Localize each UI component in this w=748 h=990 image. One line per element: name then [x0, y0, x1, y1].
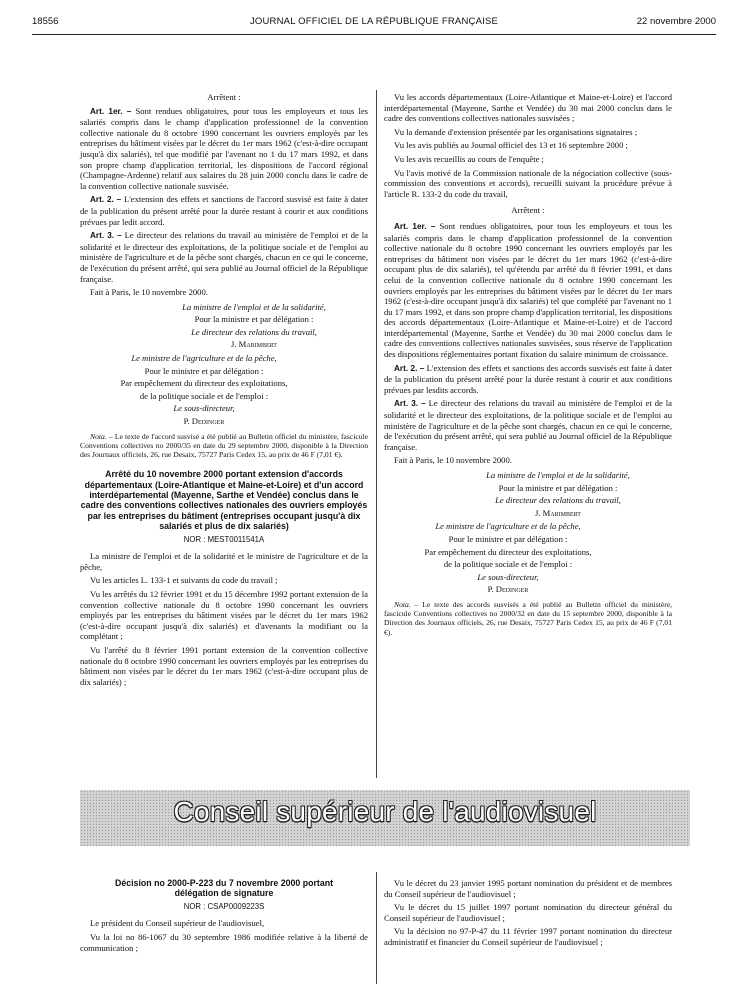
article-1 [80, 106, 368, 192]
fait-a-paris: Fait à Paris, le 10 novembre 2000. [90, 287, 208, 298]
sig-empechement-2: de la politique sociale et de l'emploi : [139, 390, 269, 401]
article-text: Le directeur des relations du travail au ministère de l'emploi et de la solidarité et le directeur des exploitations, de la politique sociale et de l'emploi au ministère de l'agriculture et de la pêche sont chargés, chacun en ce qui le concerne, de l'exécution du présent arrêté, qui sera publié au Journal officiel de la République française. [80, 230, 368, 284]
column-divider [376, 90, 377, 778]
sig-role: Le ministre de l'agriculture et de la pêche, [435, 521, 581, 532]
sig-delegation: Pour la ministre et par délégation : [498, 482, 618, 493]
sig-delegation: Pour le ministre et par délégation : [448, 533, 568, 544]
article-label: Art. 3. – [90, 231, 122, 241]
arretent-heading: Arrêtent : [511, 205, 545, 216]
decision-preamble-1: Le président du Conseil supérieur de l'audiovisuel, [90, 918, 265, 929]
article-3 [80, 230, 368, 284]
signature-block-1 [384, 470, 672, 518]
nota [80, 432, 368, 460]
issue-date: 22 novembre 2000 [636, 16, 716, 27]
sig-delegation: Pour le ministre et par délégation : [144, 365, 264, 376]
preamble-3: Vu les arrêtés du 12 février 1991 et du 15 décembre 1992 portant extension de la convention collective nationale du 8 octobre 1990 concernant les ouvriers employés par les entreprises du bâtiment visées par le décret du 1er mars 1962 (c'est-à-dire occupant jusqu'à dix salariés) et d'avenants la modifiant ou la complétant ; [80, 589, 368, 642]
left-column [80, 92, 368, 690]
article-text: L'extension des effets et sanctions de l'accord susvisé est faite à dater de la publication du présent arrêté pour la durée restant à courir et aux conditions prévues par ledit accord. [80, 194, 368, 227]
sig-empechement-2: de la politique sociale et de l'emploi : [443, 559, 573, 570]
nota-text: Le texte de l'accord susvisé a été publié au Bulletin officiel du ministère, fascicule Conventions collectives no 2000/35 en date du 29 septembre 2000, disponible à la Direction des Journaux officiels, 26, rue Desaix, 75727 Paris Cedex 15, au prix de 46 F (7,01 €). [80, 431, 368, 460]
article-text: Le directeur des relations du travail au ministère de l'emploi et de la solidarité et le directeur des exploitations, de la politique sociale et de l'emploi au ministère de l'agriculture et de la pêche sont chargés, chacun en ce qui le concerne, de l'exécution du présent arrêté, qui sera publié au Journal officiel de la République française. [384, 398, 672, 452]
decree-title: Arrêté du 10 novembre 2000 portant extension d'accords départementaux (Loire-Atlantique et Maine-et-Loire) et d'un accord interdépartemental (Mayenne, Sarthe et Vendée) conclus dans le cadre des conventions collectives nationales des ouvriers employés par les entreprises du bâtiment (entreprises occupant jusqu'à dix salariés et plus de dix salariés) [80, 469, 368, 532]
vu-2: Vu la demande d'extension présentée par les organisations signataires ; [394, 126, 638, 137]
signature-block-1 [80, 302, 368, 350]
sig-role: La ministre de l'emploi et de la solidarité, [182, 301, 326, 312]
arretent-heading: Arrêtent : [207, 92, 241, 102]
decision-vu-2: Vu le décret du 15 juillet 1997 portant nomination du directeur général du Conseil supérieur de l'audiovisuel ; [384, 902, 672, 923]
preamble-1: La ministre de l'emploi et de la solidarité et le ministre de l'agriculture et de la pêche, [80, 551, 368, 572]
article-2 [384, 363, 672, 396]
sig-title: Le directeur des relations du travail, [191, 326, 317, 337]
vu-3: Vu les avis publiés au Journal officiel des 13 et 16 septembre 2000 ; [394, 140, 628, 151]
article-label: Art. 2. – [90, 195, 122, 205]
page-number: 18556 [32, 16, 59, 27]
article-text: Sont rendues obligatoires, pour tous les employeurs et tous les salariés compris dans le champ d'application professionnel de la convention collective nationale du 8 octobre 1990 concernant les ouvriers employés par les entreprises du bâtiment non visées par le décret du 1er mars 1962 (c'est-à-dire occupant plus de dix salariés), tel qu'étendu par arrêté du 8 février 1991, et dans celui de la convention collective nationale du 8 octobre 1990 concernant les ouvriers employés par les entreprises du bâtiment visées par le décret du 1er mars 1962 (c'est-à-dire occupant jusqu'à dix salariés) tel que complété par l'avenant no 1 du 17 mars 1992, et dans son propre champ d'application territorial, les dispositions des accords départementaux (Loire-Atlantique et Maine-et-Loire) et de l'accord interdépartemental (Mayenne, Sarthe et Vendée) du 30 mai 2000 conclus dans le cadre des conventions collectives nationales susvisées, sous réserve de l'application des dispositions réglementaires portant fixation du salaire minimum de croissance. [384, 220, 672, 360]
preamble-2: Vu les articles L. 133-1 et suivants du code du travail ; [90, 575, 278, 586]
bottom-right-column [384, 878, 672, 951]
article-text: Sont rendues obligatoires, pour tous les employeurs et tous les salariés compris dans le champ d'application professionnel de la convention collective nationale du 8 octobre 1990 concernant les ouvriers employés par les entreprises du bâtiment visées par le décret du 1er mars 1962 (c'est-à-dire occupant jusqu'à dix salariés), tel que modifié par l'avenant no 1 du 17 mars 1992, et dans son propre champ d'application territorial, les dispositions de l'accord régional (Champagne-Ardenne) relatif aux salaires du 28 juin 2000 conclu dans le cadre de la convention collective nationale susvisée. [80, 105, 368, 191]
sig-title: Le sous-directeur, [173, 403, 235, 414]
header-rule [32, 34, 716, 35]
bottom-left-column [80, 878, 368, 956]
right-column [384, 92, 672, 640]
nota-text: Le texte des accords susvisés a été publié au Bulletin officiel du ministère, fascicule Conventions collectives no 2000/32 en date du 15 septembre 2000, disponible à la Direction des Journaux officiels, 26, rue Desaix, 75727 Paris Cedex 15, au prix de 46 F (7,01 €). [384, 599, 672, 637]
sig-name: P. Dedinger [183, 416, 225, 427]
nota-label: Nota. – [90, 431, 113, 441]
sig-role: La ministre de l'emploi et de la solidarité, [486, 470, 630, 480]
sig-empechement: Par empêchement du directeur des exploitations, [424, 546, 592, 557]
sig-title: Le directeur des relations du travail, [495, 495, 621, 506]
article-text: L'extension des effets et sanctions des accords susvisés est faite à dater de la publication du présent arrêté pour la durée restant à courir et aux conditions prévues par lesdits accords. [384, 362, 672, 395]
nor-reference: NOR : CSAP0009223S [183, 901, 265, 911]
signature-block-2 [80, 353, 368, 427]
preamble-4: Vu l'arrêté du 8 février 1991 portant extension de la convention collective nationale du 8 octobre 1990 concernant les ouvriers employés par les entreprises du bâtiment non visées par le décret du 1er mars 1962 (c'est-à-dire occupant plus de dix salariés) ; [80, 645, 368, 687]
decision-title: Décision no 2000-P-223 du 7 novembre 2000 portant délégation de signature [114, 878, 334, 899]
page-header [32, 14, 716, 30]
decision-preamble-2: Vu la loi no 86-1067 du 30 septembre 1986 modifiée relative à la liberté de communication ; [80, 932, 368, 953]
fait-a-paris: Fait à Paris, le 10 novembre 2000. [394, 455, 512, 466]
article-label: Art. 3. – [394, 399, 426, 409]
section-title: Conseil supérieur de l'audiovisuel [173, 796, 597, 827]
section-banner [80, 790, 690, 846]
nota-label: Nota. – [394, 599, 419, 609]
sig-name: J. Marimbert [535, 507, 581, 518]
article-1 [384, 221, 672, 360]
vu-4: Vu les avis recueillis au cours de l'enquête ; [394, 153, 544, 164]
article-3 [384, 398, 672, 452]
vu-5: Vu l'avis motivé de la Commission nationale de la négociation collective (sous-commission des conventions et accords), recueilli suivant la procédure prévue à l'article R. 133-2 du code du travail, [384, 167, 672, 199]
decision-vu-3: Vu la décision no 97-P-47 du 11 février 1997 portant nomination du directeur administratif et financier du Conseil supérieur de l'audiovisuel ; [384, 926, 672, 947]
sig-title: Le sous-directeur, [477, 571, 539, 582]
decision-vu-1: Vu le décret du 23 janvier 1995 portant nomination du président et de membres du Conseil supérieur de l'audiovisuel ; [384, 878, 672, 899]
sig-name: P. Dedinger [487, 584, 529, 595]
article-label: Art. 2. – [394, 363, 425, 373]
signature-block-2 [384, 521, 672, 595]
article-label: Art. 1er. – [394, 221, 436, 231]
article-label: Art. 1er. – [90, 106, 132, 116]
sig-name: J. Marimbert [231, 339, 277, 350]
column-divider-bottom [376, 872, 377, 984]
nota [384, 600, 672, 637]
sig-delegation: Pour la ministre et par délégation : [194, 314, 314, 325]
nor-reference: NOR : MEST0011541A [183, 534, 265, 544]
sig-role: Le ministre de l'agriculture et de la pêche, [131, 353, 277, 364]
vu-1: Vu les accords départementaux (Loire-Atlantique et Maine-et-Loire) et l'accord interdépartemental (Mayenne, Sarthe et Vendée) du 30 mai 2000 conclus dans le cadre des conventions collectives nationales susvisées ; [384, 92, 672, 124]
sig-empechement: Par empêchement du directeur des exploitations, [120, 378, 288, 389]
article-2 [80, 194, 368, 227]
journal-title: JOURNAL OFFICIEL DE LA RÉPUBLIQUE FRANÇAISE [249, 16, 499, 27]
